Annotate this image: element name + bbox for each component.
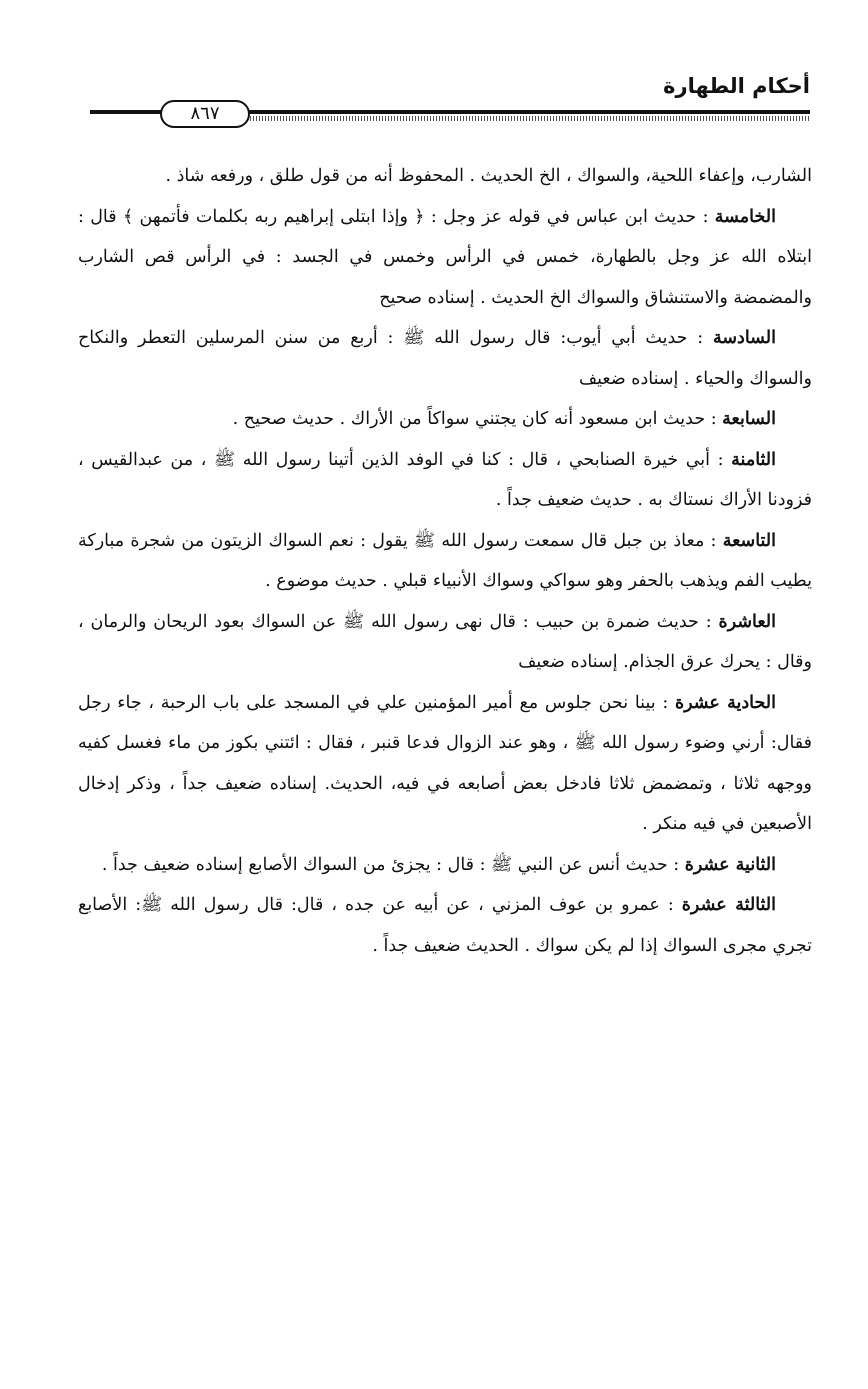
paragraph-eighth bbox=[78, 440, 812, 521]
paragraph-text: : حديث ابن مسعود أنه كان يجتني سواكاً من الأراك . حديث صحيح . bbox=[232, 409, 723, 429]
header-hatch-rule bbox=[250, 116, 810, 121]
paragraph-eleventh bbox=[78, 683, 812, 845]
paragraph-label: الثامنة bbox=[731, 449, 776, 470]
paragraph-text: : حديث أبي أيوب: قال رسول الله ﷺ : أربع من سنن المرسلين التعطر والنكاح والسواك والحياء . إسناده ضعيف bbox=[78, 328, 812, 389]
paragraph-sixth bbox=[78, 318, 812, 399]
page-body bbox=[78, 156, 812, 966]
paragraph-thirteenth bbox=[78, 885, 812, 966]
paragraph-text: : حديث ضمرة بن حبيب : قال نهى رسول الله ﷺ عن السواك بعود الريحان والرمان ، وقال : يحرك عرق الجذام. إسناده ضعيف bbox=[78, 611, 812, 672]
paragraph-text: : حديث ابن عباس في قوله عز وجل : ﴿ وإذا ابتلى إبراهيم ربه بكلمات فأتمهن ﴾ قال : ابتلاه الله عز وجل بالطهارة، خمس في الرأس وخمس في الجسد : في الرأس قص الشارب والمضمضة والاستنشاق والسواك الخ الحديث . إسناده صحيح bbox=[78, 206, 812, 308]
paragraph-fifth bbox=[78, 197, 812, 319]
paragraph-label: الخامسة bbox=[714, 206, 776, 227]
paragraph-seventh bbox=[78, 399, 812, 440]
page-header bbox=[90, 72, 810, 132]
paragraph-twelfth bbox=[78, 845, 812, 886]
paragraph-text: : بينا نحن جلوس مع أمير المؤمنين علي في المسجد على باب الرحبة ، جاء رجل فقال: أرني وضوء رسول الله ﷺ ، وهو عند الزوال فدعا قنبر ، فقال : ائتني بكوز من ماء فغسل كفيه ووجهه ثلاثا ، وتمضمض ثلاثا فادخل بعض أصابعه في فيه، الحديث. إسناده ضعيف جداً ، وذكر إدخال الأصبعين في فيه منكر . bbox=[78, 692, 812, 834]
paragraph-label: السادسة bbox=[713, 328, 776, 348]
paragraph-label: الثانية عشرة bbox=[684, 854, 776, 875]
running-title: أحكام الطهارة bbox=[663, 74, 810, 98]
paragraph-label: الثالثة عشرة bbox=[681, 895, 776, 915]
paragraph-text: : عمرو بن عوف المزني ، عن أبيه عن جده ، قال: قال رسول الله ﷺ: الأصابع تجري مجرى السواك إذا لم يكن سواك . الحديث ضعيف جداً . bbox=[78, 895, 812, 956]
paragraph-text: : معاذ بن جبل قال سمعت رسول الله ﷺ يقول : نعم السواك الزيتون من شجرة مباركة يطيب الفم ويذهب بالحفر وهو سواكي وسواك الأنبياء قبلي . حديث موضوع . bbox=[78, 530, 812, 591]
paragraph-continuation bbox=[78, 156, 812, 197]
paragraph-tenth bbox=[78, 602, 812, 683]
page-number: ٨٦٧ bbox=[160, 100, 250, 128]
paragraph-label: الحادية عشرة bbox=[674, 692, 776, 713]
paragraph-text: : أبي خيرة الصنابحي ، قال : كنا في الوفد الذين أتينا رسول الله ﷺ ، من عبدالقيس ، فزودنا الأراك نستاك به . حديث ضعيف جداً . bbox=[78, 449, 812, 510]
paragraph-text: الشارب، وإعفاء اللحية، والسواك ، الخ الحديث . المحفوظ أنه من قول طلق ، ورفعه شاذ . bbox=[165, 166, 812, 186]
paragraph-ninth bbox=[78, 521, 812, 602]
paragraph-label: السابعة bbox=[722, 409, 776, 429]
paragraph-text: : حديث أنس عن النبي ﷺ : قال : يجزئ من السواك الأصابع إسناده ضعيف جداً . bbox=[101, 854, 685, 875]
paragraph-label: العاشرة bbox=[718, 611, 776, 632]
paragraph-label: التاسعة bbox=[722, 530, 776, 551]
